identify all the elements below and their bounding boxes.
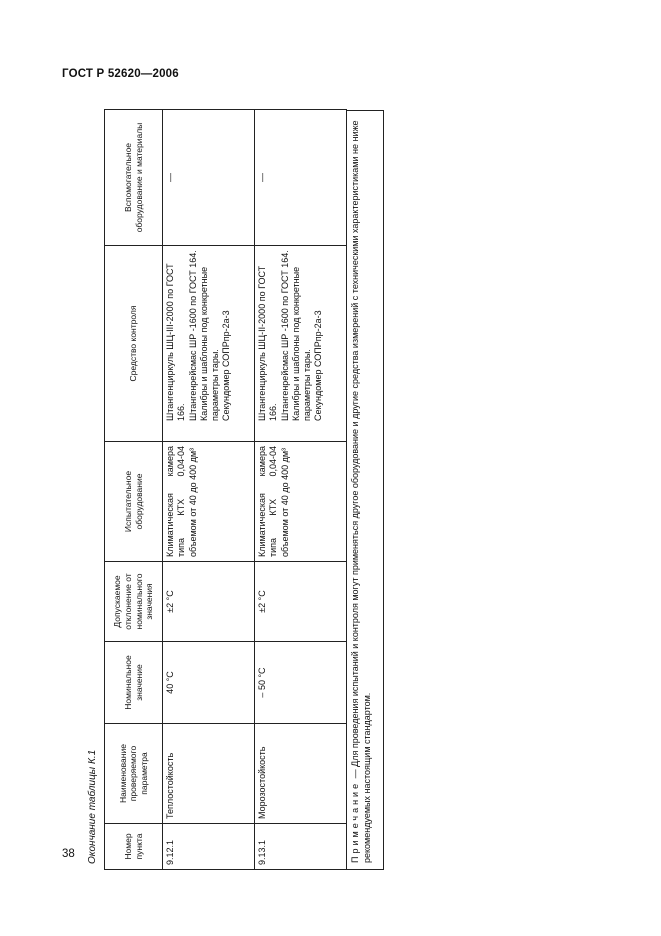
col-header-control: Средство контроля — [105, 246, 163, 442]
table-caption: Окончание таблицы К.1 — [87, 749, 98, 864]
table-header-row — [105, 110, 163, 870]
data-table — [104, 109, 347, 870]
row-deviation: ±2 °С — [255, 562, 347, 642]
control-line: Штангенрейсмас ШР -1600 по ГОСТ 164. — [187, 250, 198, 421]
control-line: Секундомер СОПРпр-2а-3 — [221, 310, 232, 421]
col-header-aux: Вспомогательное оборудование и материалы — [105, 110, 163, 246]
row-parameter: Теплостойкость — [163, 724, 255, 824]
control-line: Штангенрейсмас ШР -1600 по ГОСТ 164. — [279, 250, 290, 421]
row-number: 9.13.1 — [255, 824, 347, 870]
page-number: 38 — [62, 848, 75, 860]
row-aux: — — [255, 110, 347, 246]
row-control — [163, 246, 255, 442]
col-header-nominal: Номинальное значение — [105, 642, 163, 724]
table-row — [163, 110, 255, 870]
note-text: — Для проведения испытаний и контроля могут применяться другое оборудование и другие средства измерений с техническими характеристиками не ниже рекомендуемых настоящим стандартом. — [350, 120, 373, 863]
row-aux: — — [163, 110, 255, 246]
table-note — [346, 110, 384, 870]
col-header-number: Номер пункта — [105, 824, 163, 870]
note-label: Примечание — [350, 780, 360, 863]
table-container — [104, 100, 373, 870]
col-header-parameter: Наименование проверяемого параметра — [105, 724, 163, 824]
col-header-equipment: Испытательное оборудование — [105, 442, 163, 562]
rotated-table-block — [82, 90, 373, 870]
document-header: ГОСТ Р 52620—2006 — [62, 68, 179, 80]
table-row — [255, 110, 347, 870]
row-equipment: Климатическая камера типа КТХ 0,04-04 объемом от 40 до 400 дм³ — [163, 442, 255, 562]
control-line: Секундомер СОПРпр-2а-3 — [313, 310, 324, 421]
control-line: Штангенциркуль ШЦ-II-2000 по ГОСТ 166. — [257, 265, 279, 421]
control-line: Калибры и шаблоны под конкретные параметры тары. — [198, 266, 220, 421]
row-number: 9.12.1 — [163, 824, 255, 870]
row-nominal: – 50 °С — [255, 642, 347, 724]
control-line: Штангенциркуль ШЦ-III-2000 по ГОСТ 166. — [165, 263, 187, 421]
row-parameter: Морозостойкость — [255, 724, 347, 824]
col-header-deviation: Допускаемое отклонение от номинального значения — [105, 562, 163, 642]
row-equipment: Климатическая камера типа КТХ 0,04-04 объемом от 40 до 400 дм³ — [255, 442, 347, 562]
control-line: Калибры и шаблоны под конкретные параметры тары. — [290, 266, 312, 421]
row-nominal: 40 °С — [163, 642, 255, 724]
row-control — [255, 246, 347, 442]
row-deviation: ±2 °С — [163, 562, 255, 642]
